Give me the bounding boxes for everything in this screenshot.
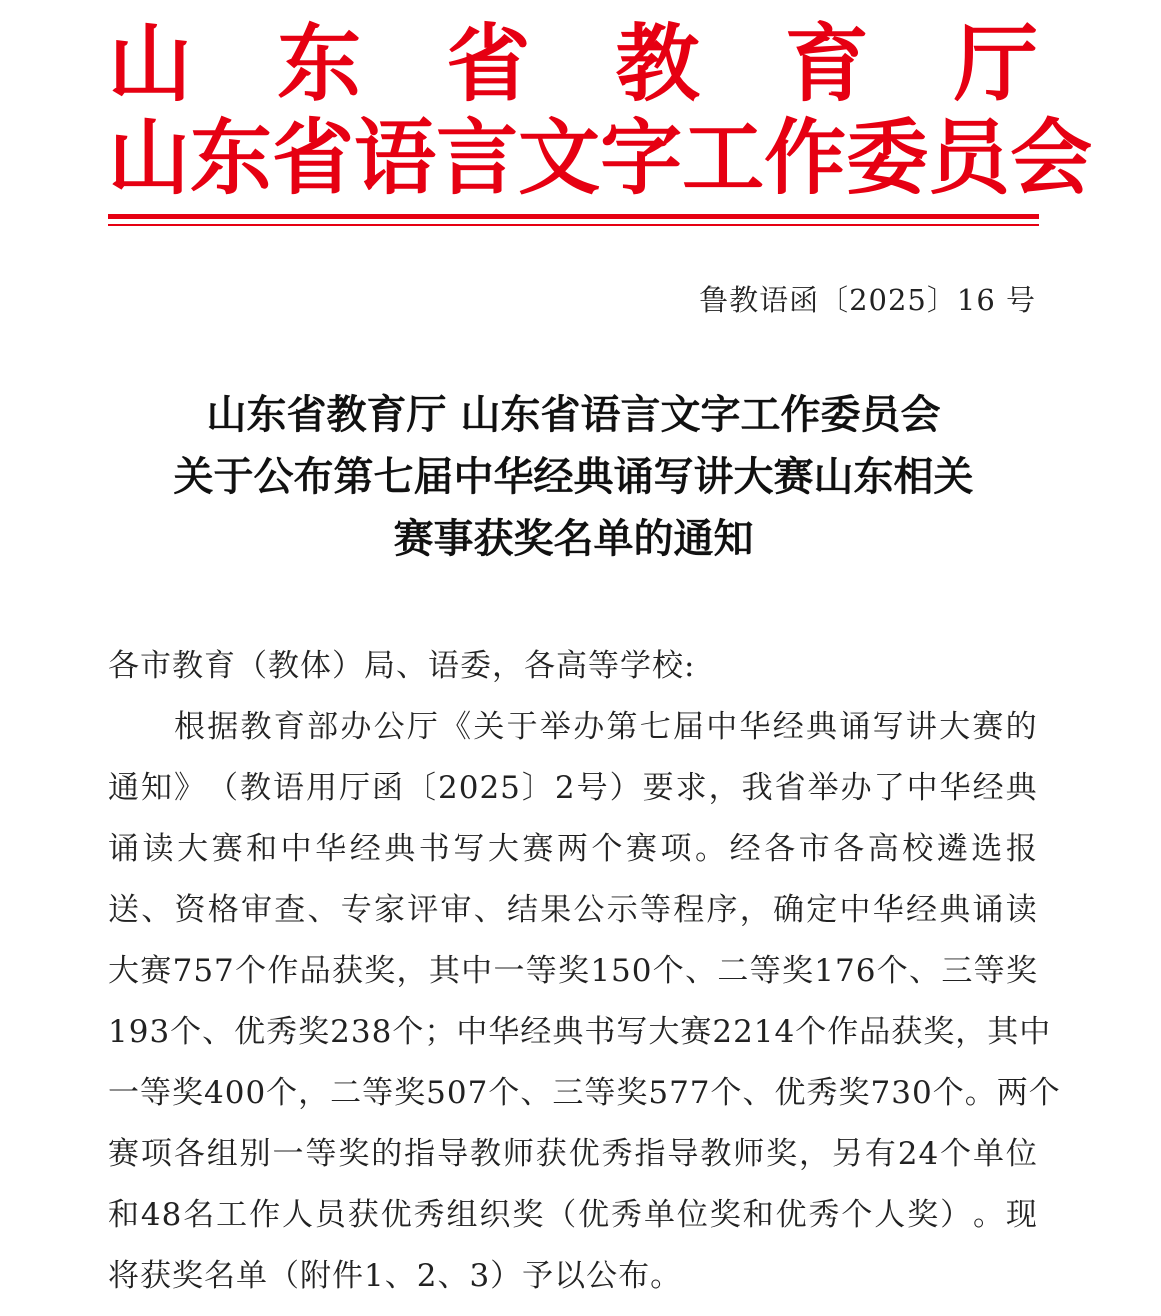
letterhead-line-1-char: 东	[277, 14, 362, 113]
body-line: 将获奖名单（附件1、2、3）予以公布。	[108, 1258, 683, 1294]
letterhead-line-2-char: 东	[190, 110, 273, 206]
body-line: 大 赛 757 个 作 品 获 奖 ， 其 中 一 等 奖 150 个 、 二 等 奖 176 个 、 三 等 奖	[108, 953, 1038, 989]
title-line-1: 山东省教育厅 山东省语言文字工作委员会	[206, 392, 941, 438]
letterhead-line-1	[108, 14, 1038, 113]
document-number: 鲁教语函〔2025〕16 号	[699, 283, 1036, 317]
letterhead-line-2-char: 山	[108, 110, 191, 206]
body-line: 送 、 资 格 审 查 、 专 家 评 审 、 结 果 公 示 等 程 序 ， 确 定 中 华 经 典 诵 读	[108, 892, 1038, 928]
body-line: 赛 项 各 组 别 一 等 奖 的 指 导 教 师 获 优 秀 指 导 教 师 奖 ， 另 有 24 个 单 位	[108, 1136, 1038, 1172]
letterhead-line-2-char: 作	[764, 110, 847, 206]
title-line-3: 赛事获奖名单的通知	[393, 516, 754, 562]
letterhead-line-2-char: 工	[682, 110, 765, 206]
body-line: 193 个 、 优 秀 奖 238 个 ； 中 华 经 典 书 写 大 赛 2214 个 作 品 获 奖 ， 其 中	[108, 1014, 1052, 1050]
letterhead-line-1-char: 教	[615, 14, 700, 113]
letterhead-line-1-char: 山	[108, 14, 193, 113]
letterhead-line-2-char: 员	[928, 110, 1011, 206]
body-line: 根 据 教 育 部 办 公 厅 《 关 于 举 办 第 七 届 中 华 经 典 诵 写 讲 大 赛 的	[174, 709, 1038, 745]
body-line: 通 知 》 （ 教 语 用 厅 函 〔 2025 〕 2 号 ） 要 求 ， 我 省 举 办 了 中 华 经 典	[108, 770, 1038, 806]
letterhead-line-2-char: 言	[436, 110, 519, 206]
letterhead-line-2-char: 文	[518, 110, 601, 206]
letterhead-line-1-char: 育	[784, 14, 869, 113]
body-line: 一 等 奖 400 个 ， 二 等 奖 507 个 、 三 等 奖 577 个 、 优 秀 奖 730 个 。 两 个	[108, 1075, 1061, 1111]
letterhead-red-rule-thick	[108, 214, 1039, 219]
body-line: 和 48 名 工 作 人 员 获 优 秀 组 织 奖 （ 优 秀 单 位 奖 和 优 秀 个 人 奖 ） 。 现	[108, 1197, 1038, 1233]
body-line: 诵 读 大 赛 和 中 华 经 典 书 写 大 赛 两 个 赛 项 。 经 各 市 各 高 校 遴 选 报	[108, 831, 1038, 867]
letterhead-line-2-char: 字	[600, 110, 683, 206]
letterhead-line-1-char: 厅	[953, 14, 1038, 113]
letterhead-line-1-char: 省	[446, 14, 531, 113]
letterhead-red-rule-thin	[108, 224, 1039, 226]
document-title	[108, 384, 1039, 570]
letterhead-line-2-char: 省	[272, 110, 355, 206]
letterhead-line-2-char: 会	[1010, 110, 1093, 206]
salutation: 各市教育（教体）局、语委，各高等学校:	[108, 648, 696, 684]
letterhead-line-2-char: 语	[354, 110, 437, 206]
title-line-2: 关于公布第七届中华经典诵写讲大赛山东相关	[173, 454, 974, 500]
letterhead-line-2	[108, 110, 1093, 206]
letterhead-line-2-char: 委	[846, 110, 929, 206]
body-paragraph	[108, 697, 1061, 1307]
